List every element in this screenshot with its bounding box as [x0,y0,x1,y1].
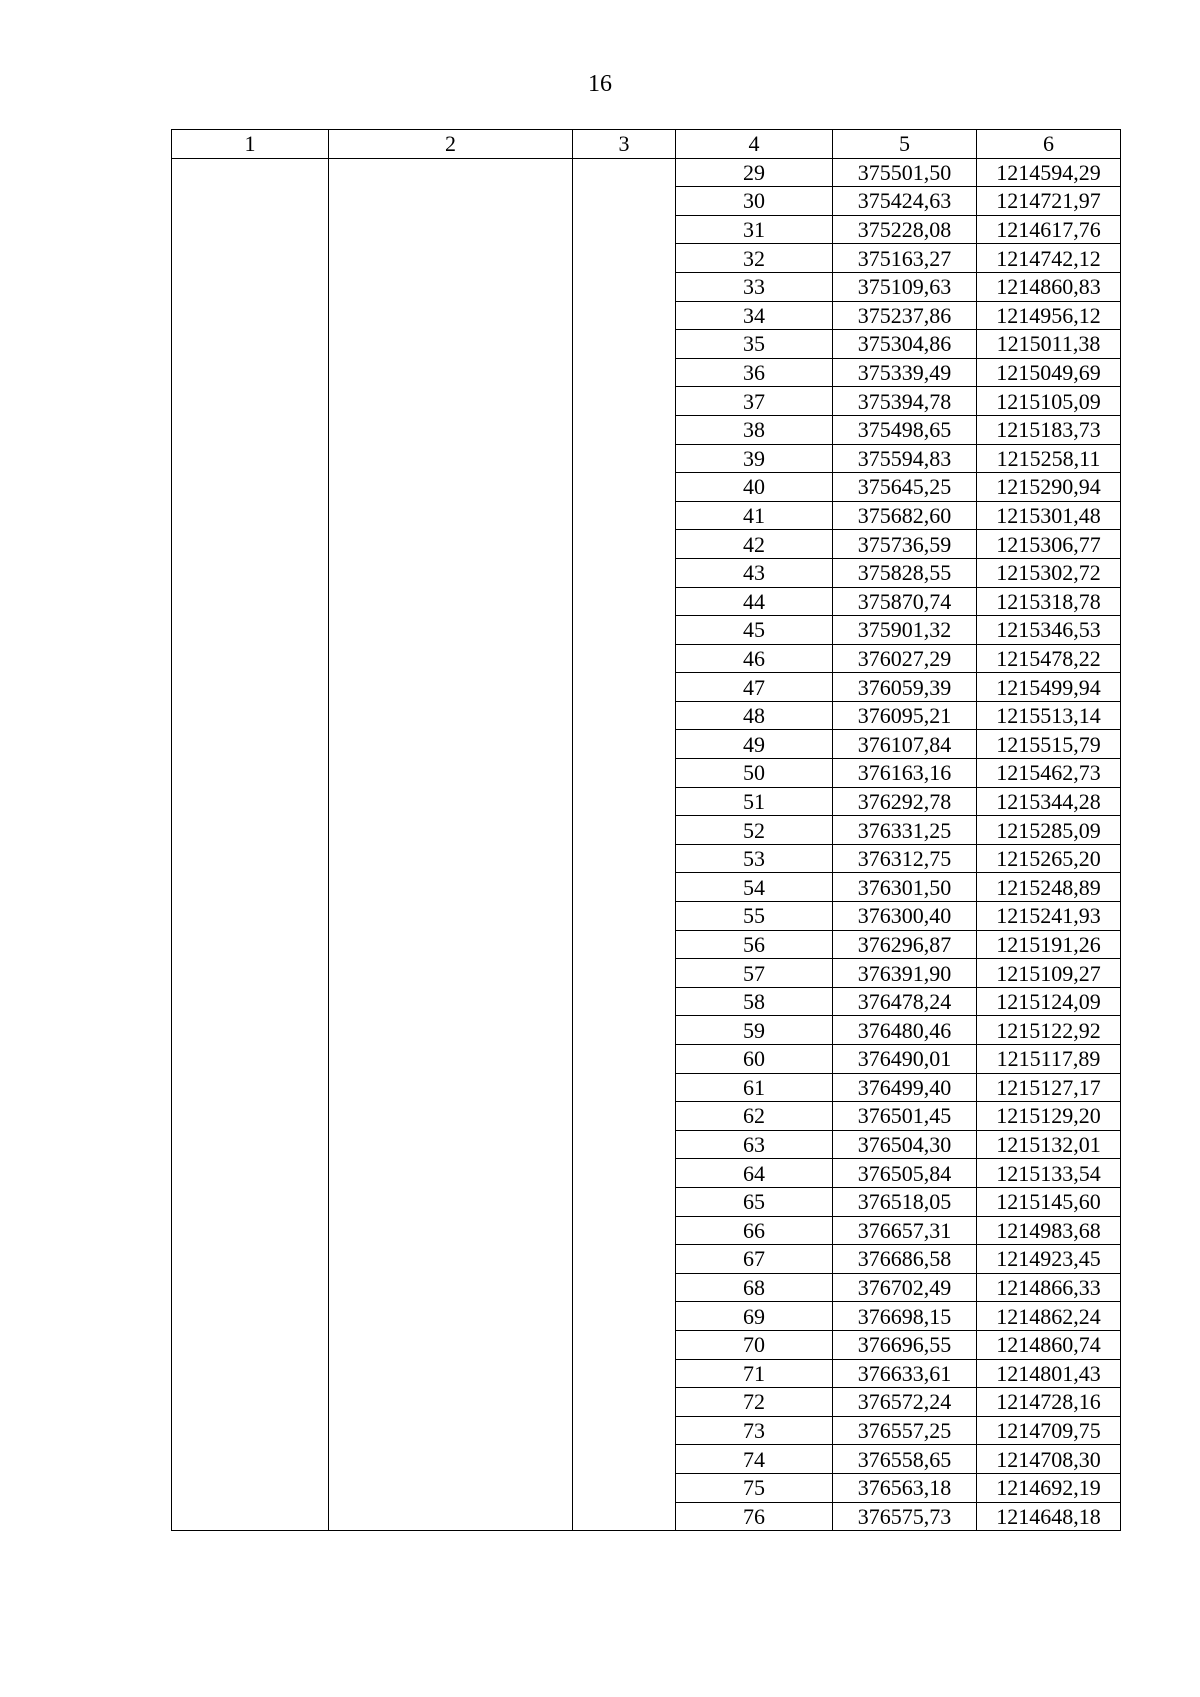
x-coordinate-cell: 376296,87 [833,930,977,959]
y-coordinate-cell: 1214862,24 [977,1302,1121,1331]
point-number-cell: 29 [676,158,833,187]
point-number-cell: 64 [676,1159,833,1188]
y-coordinate-cell: 1214860,83 [977,272,1121,301]
x-coordinate-cell: 376575,73 [833,1502,977,1531]
point-number-cell: 50 [676,759,833,788]
y-coordinate-cell: 1215105,09 [977,387,1121,416]
y-coordinate-cell: 1215124,09 [977,987,1121,1016]
x-coordinate-cell: 375901,32 [833,616,977,645]
x-coordinate-cell: 376633,61 [833,1359,977,1388]
point-number-cell: 75 [676,1473,833,1502]
y-coordinate-cell: 1215306,77 [977,530,1121,559]
x-coordinate-cell: 376558,65 [833,1445,977,1474]
point-number-cell: 54 [676,873,833,902]
y-coordinate-cell: 1214983,68 [977,1216,1121,1245]
y-coordinate-cell: 1215241,93 [977,902,1121,931]
x-coordinate-cell: 376301,50 [833,873,977,902]
y-coordinate-cell: 1215049,69 [977,358,1121,387]
column-header-1: 1 [172,130,329,159]
x-coordinate-cell: 376563,18 [833,1473,977,1502]
x-coordinate-cell: 376059,39 [833,673,977,702]
x-coordinate-cell: 376163,16 [833,759,977,788]
point-number-cell: 52 [676,816,833,845]
point-number-cell: 73 [676,1416,833,1445]
y-coordinate-cell: 1214801,43 [977,1359,1121,1388]
point-number-cell: 30 [676,187,833,216]
y-coordinate-cell: 1215290,94 [977,473,1121,502]
point-number-cell: 40 [676,473,833,502]
column-header-5: 5 [833,130,977,159]
y-coordinate-cell: 1215462,73 [977,759,1121,788]
column-header-4: 4 [676,130,833,159]
x-coordinate-cell: 375828,55 [833,558,977,587]
y-coordinate-cell: 1215265,20 [977,844,1121,873]
x-coordinate-cell: 375870,74 [833,587,977,616]
x-coordinate-cell: 376504,30 [833,1130,977,1159]
y-coordinate-cell: 1215122,92 [977,1016,1121,1045]
x-coordinate-cell: 375424,63 [833,187,977,216]
y-coordinate-cell: 1215513,14 [977,701,1121,730]
y-coordinate-cell: 1215183,73 [977,415,1121,444]
point-number-cell: 67 [676,1245,833,1274]
x-coordinate-cell: 376557,25 [833,1416,977,1445]
x-coordinate-cell: 376478,24 [833,987,977,1016]
y-coordinate-cell: 1215132,01 [977,1130,1121,1159]
x-coordinate-cell: 376391,90 [833,959,977,988]
point-number-cell: 38 [676,415,833,444]
y-coordinate-cell: 1215302,72 [977,558,1121,587]
point-number-cell: 31 [676,215,833,244]
point-number-cell: 49 [676,730,833,759]
x-coordinate-cell: 376300,40 [833,902,977,931]
x-coordinate-cell: 376331,25 [833,816,977,845]
column-header-3: 3 [573,130,676,159]
x-coordinate-cell: 376107,84 [833,730,977,759]
point-number-cell: 57 [676,959,833,988]
x-coordinate-cell: 376501,45 [833,1102,977,1131]
y-coordinate-cell: 1214866,33 [977,1273,1121,1302]
empty-column-2-cell [329,158,573,1531]
point-number-cell: 41 [676,501,833,530]
x-coordinate-cell: 376490,01 [833,1045,977,1074]
y-coordinate-cell: 1215109,27 [977,959,1121,988]
y-coordinate-cell: 1215258,11 [977,444,1121,473]
y-coordinate-cell: 1215344,28 [977,787,1121,816]
point-number-cell: 35 [676,330,833,359]
y-coordinate-cell: 1215191,26 [977,930,1121,959]
point-number-cell: 76 [676,1502,833,1531]
y-coordinate-cell: 1215248,89 [977,873,1121,902]
x-coordinate-cell: 375501,50 [833,158,977,187]
point-number-cell: 74 [676,1445,833,1474]
point-number-cell: 39 [676,444,833,473]
x-coordinate-cell: 376095,21 [833,701,977,730]
point-number-cell: 71 [676,1359,833,1388]
point-number-cell: 43 [676,558,833,587]
x-coordinate-cell: 376312,75 [833,844,977,873]
point-number-cell: 42 [676,530,833,559]
y-coordinate-cell: 1215145,60 [977,1187,1121,1216]
point-number-cell: 69 [676,1302,833,1331]
x-coordinate-cell: 375736,59 [833,530,977,559]
y-coordinate-cell: 1214728,16 [977,1388,1121,1417]
point-number-cell: 53 [676,844,833,873]
y-coordinate-cell: 1215011,38 [977,330,1121,359]
empty-column-3-cell [573,158,676,1531]
x-coordinate-cell: 376480,46 [833,1016,977,1045]
point-number-cell: 37 [676,387,833,416]
y-coordinate-cell: 1214692,19 [977,1473,1121,1502]
column-header-6: 6 [977,130,1121,159]
x-coordinate-cell: 376499,40 [833,1073,977,1102]
y-coordinate-cell: 1214617,76 [977,215,1121,244]
point-number-cell: 68 [676,1273,833,1302]
x-coordinate-cell: 375304,86 [833,330,977,359]
y-coordinate-cell: 1215499,94 [977,673,1121,702]
y-coordinate-cell: 1215318,78 [977,587,1121,616]
point-number-cell: 61 [676,1073,833,1102]
y-coordinate-cell: 1215133,54 [977,1159,1121,1188]
table-header-row [172,130,1121,159]
point-number-cell: 65 [676,1187,833,1216]
y-coordinate-cell: 1214860,74 [977,1330,1121,1359]
point-number-cell: 44 [676,587,833,616]
y-coordinate-cell: 1214956,12 [977,301,1121,330]
y-coordinate-cell: 1215346,53 [977,616,1121,645]
y-coordinate-cell: 1214594,29 [977,158,1121,187]
empty-column-1-cell [172,158,329,1531]
point-number-cell: 46 [676,644,833,673]
y-coordinate-cell: 1214721,97 [977,187,1121,216]
point-number-cell: 48 [676,701,833,730]
y-coordinate-cell: 1215301,48 [977,501,1121,530]
point-number-cell: 58 [676,987,833,1016]
point-number-cell: 45 [676,616,833,645]
x-coordinate-cell: 375594,83 [833,444,977,473]
table-body [172,158,1121,1531]
x-coordinate-cell: 376686,58 [833,1245,977,1274]
x-coordinate-cell: 375339,49 [833,358,977,387]
x-coordinate-cell: 375228,08 [833,215,977,244]
point-number-cell: 70 [676,1330,833,1359]
y-coordinate-cell: 1214648,18 [977,1502,1121,1531]
point-number-cell: 51 [676,787,833,816]
point-number-cell: 47 [676,673,833,702]
x-coordinate-cell: 376518,05 [833,1187,977,1216]
x-coordinate-cell: 376505,84 [833,1159,977,1188]
y-coordinate-cell: 1214708,30 [977,1445,1121,1474]
point-number-cell: 66 [676,1216,833,1245]
y-coordinate-cell: 1215129,20 [977,1102,1121,1131]
x-coordinate-cell: 376702,49 [833,1273,977,1302]
y-coordinate-cell: 1214742,12 [977,244,1121,273]
x-coordinate-cell: 375237,86 [833,301,977,330]
x-coordinate-cell: 376572,24 [833,1388,977,1417]
y-coordinate-cell: 1214923,45 [977,1245,1121,1274]
coordinates-table [171,129,1121,1531]
x-coordinate-cell: 375109,63 [833,272,977,301]
x-coordinate-cell: 375498,65 [833,415,977,444]
x-coordinate-cell: 376027,29 [833,644,977,673]
x-coordinate-cell: 376292,78 [833,787,977,816]
x-coordinate-cell: 376696,55 [833,1330,977,1359]
point-number-cell: 33 [676,272,833,301]
x-coordinate-cell: 375645,25 [833,473,977,502]
y-coordinate-cell: 1215515,79 [977,730,1121,759]
x-coordinate-cell: 375682,60 [833,501,977,530]
x-coordinate-cell: 375163,27 [833,244,977,273]
table-row [172,158,1121,187]
y-coordinate-cell: 1215478,22 [977,644,1121,673]
point-number-cell: 55 [676,902,833,931]
x-coordinate-cell: 376657,31 [833,1216,977,1245]
x-coordinate-cell: 376698,15 [833,1302,977,1331]
point-number-cell: 56 [676,930,833,959]
point-number-cell: 32 [676,244,833,273]
y-coordinate-cell: 1215127,17 [977,1073,1121,1102]
y-coordinate-cell: 1215285,09 [977,816,1121,845]
column-header-2: 2 [329,130,573,159]
y-coordinate-cell: 1214709,75 [977,1416,1121,1445]
x-coordinate-cell: 375394,78 [833,387,977,416]
y-coordinate-cell: 1215117,89 [977,1045,1121,1074]
point-number-cell: 63 [676,1130,833,1159]
point-number-cell: 59 [676,1016,833,1045]
point-number-cell: 36 [676,358,833,387]
point-number-cell: 34 [676,301,833,330]
point-number-cell: 72 [676,1388,833,1417]
point-number-cell: 62 [676,1102,833,1131]
point-number-cell: 60 [676,1045,833,1074]
page-number: 16 [588,71,612,97]
